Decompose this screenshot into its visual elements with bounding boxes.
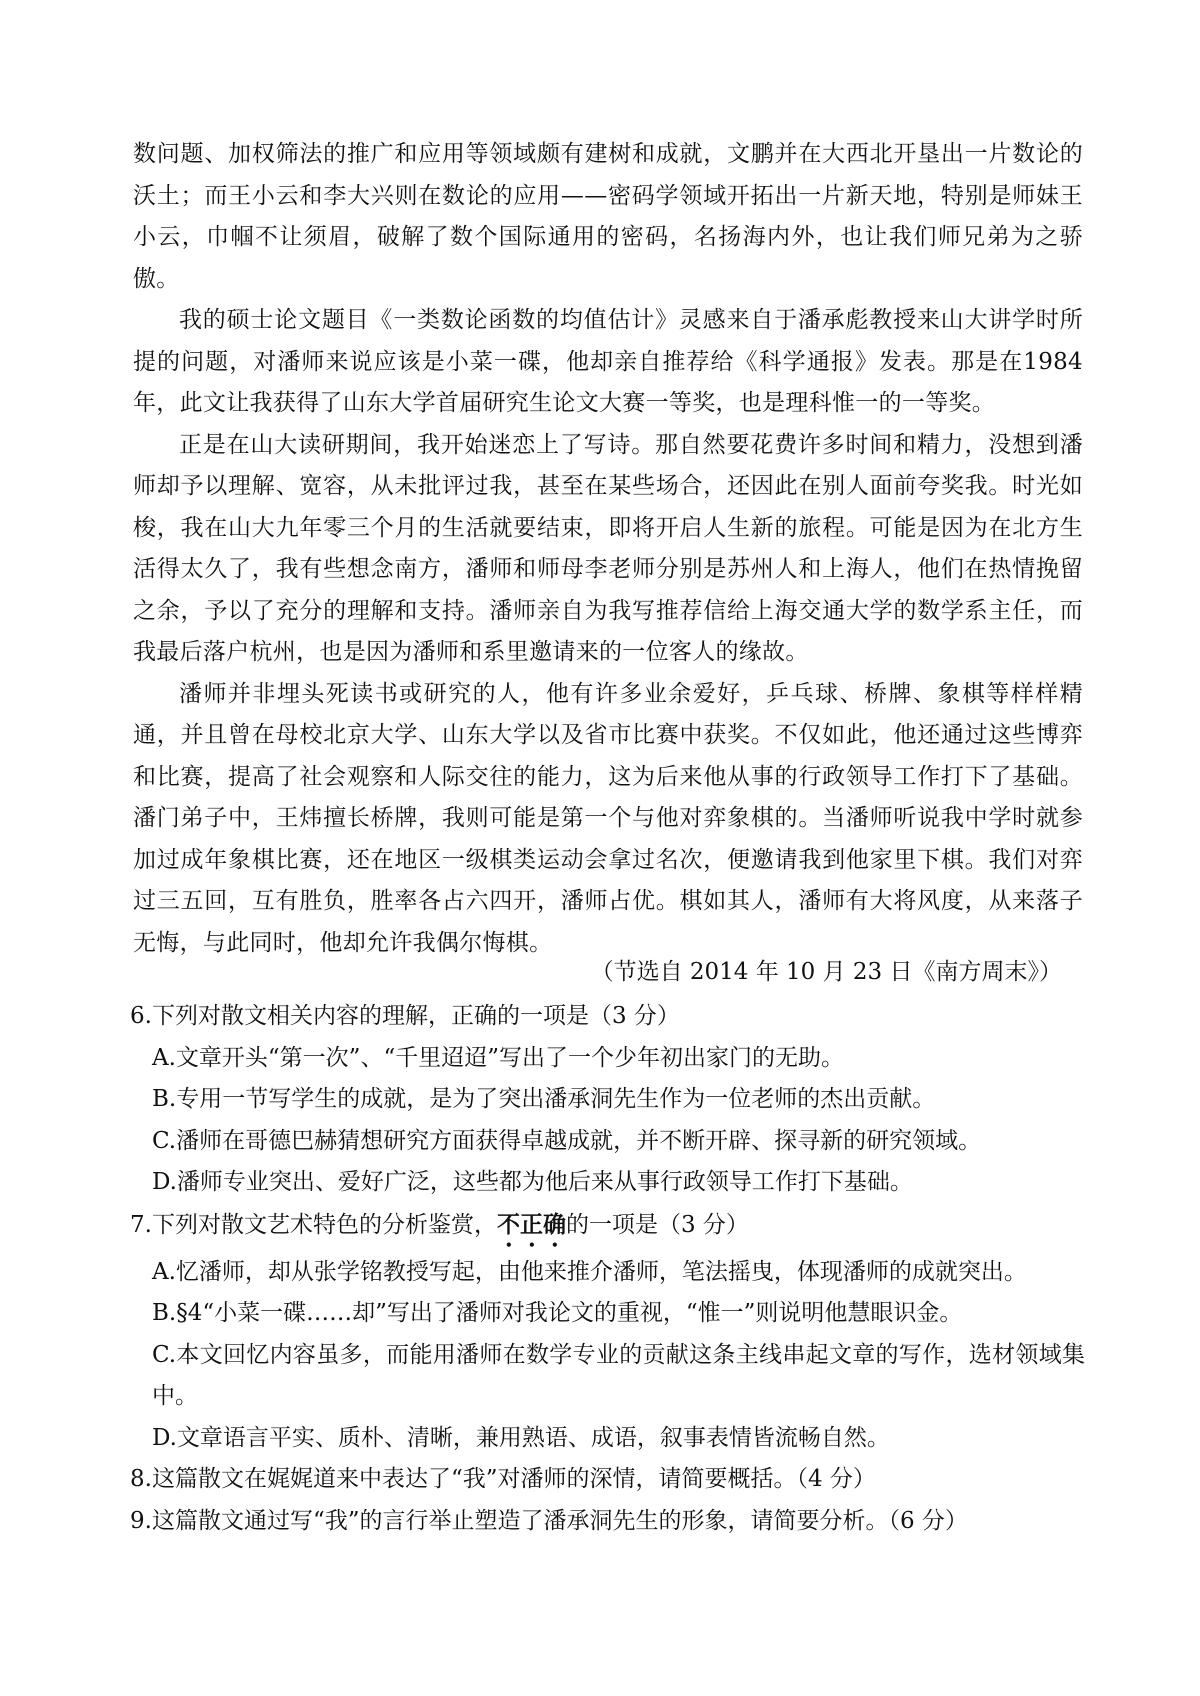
question-6-option-b: B.专用一节写学生的成就，是为了突出潘承洞先生作为一位老师的杰出贡献。: [152, 1086, 936, 1112]
question-7-option-a: A.忆潘师，却从张学铭教授写起，由他来推介潘师，笔法摇曳，体现潘师的成就突出。: [152, 1258, 1027, 1285]
passage-source: （节选自 2014 年 10 月 23 日《南方周末》）: [590, 959, 1062, 985]
passage-paragraph-4: 潘师并非埋头死读书或研究的人，他有许多业余爱好，乒乓球、桥牌、象棋等样样精通，并且曾在母校北京大学、山东大学以及省市比赛中获奖。不仅如此，他还通过这些博弈和比赛，提高了社会观察和人际交往的能力，这为后来他从事的行政领导工作打下了基础。潘门弟子中，王炜擅长桥牌，我则可能是第一个与他对弈象棋的。当潘师听说我中学时就参加过成年象棋比赛，还在地区一级棋类运动会拿过名次，便邀请我到他家里下棋。我们对弈过三五回，互有胜负，胜率各占六四开，潘师占优。棋如其人，潘师有大将风度，从来落子无悔，与此同时，他却允许我偶尔悔棋。: [133, 680, 1083, 956]
question-7-stem-emphasis: 不正确: [496, 1210, 566, 1238]
question-7-stem: [130, 1204, 1085, 1252]
passage-body: [133, 134, 1083, 964]
question-8-stem: 8.这篇散文在娓娓道来中表达了“我”对潘师的深情，请简要概括。（4 分）: [130, 1466, 876, 1492]
question-7-option-c: C.本文回忆内容虽多，而能用潘师在数学专业的贡献这条主线串起文章的写作，选材领域集中。: [152, 1341, 1085, 1409]
question-8: [130, 1459, 1085, 1501]
question-7-option-d: D.文章语言平实、质朴、清晰，兼用熟语、成语，叙事表情皆流畅自然。: [152, 1424, 890, 1451]
question-7: [130, 1204, 1085, 1460]
passage-paragraph-1: 数问题、加权筛法的推广和应用等领域颇有建树和成就，文鹏并在大西北开垦出一片数论的沃土；而王小云和李大兴则在数论的应用——密码学领域开拓出一片新天地，特别是师妹王小云，巾帼不让须眉，破解了数个国际通用的密码，名扬海内外，也让我们师兄弟为之骄傲。: [133, 141, 1083, 292]
question-7-stem-before: 7.下列对散文艺术特色的分析鉴赏，: [130, 1211, 497, 1238]
passage-paragraph-3: 正是在山大读研期间，我开始迷恋上了写诗。那自然要花费许多时间和精力，没想到潘师却予以理解、宽容，从未批评过我，甚至在某些场合，还因此在别人面前夸奖我。时光如梭，我在山大九年零三个月的生活就要结束，即将开启人生新的旅程。可能是因为在北方生活得太久了，我有些想念南方，潘师和师母李老师分别是苏州人和上海人，他们在热情挽留之余，予以了充分的理解和支持。潘师亲自为我写推荐信给上海交通大学的数学系主任，而我最后落户杭州，也是因为潘师和系里邀请来的一位客人的缘故。: [133, 431, 1083, 665]
question-9-stem: 9.这篇散文通过写“我”的言行举止塑造了潘承洞先生的形象，请简要分析。（6 分）: [130, 1507, 968, 1534]
question-9: [130, 1501, 1085, 1543]
question-6: [130, 996, 1085, 1204]
question-7-option-b: B.§4“小菜一碟……却”写出了潘师对我论文的重视，“惟一”则说明他慧眼识金。: [152, 1300, 963, 1326]
passage-paragraph-2: 我的硕士论文题目《一类数论函数的均值估计》灵感来自于潘承彪教授来山大讲学时所提的问题，对潘师来说应该是小菜一碟，他却亲自推荐给《科学通报》发表。那是在1984年，此文让我获得了山东大学首届研究生论文大赛一等奖，也是理科惟一的一等奖。: [133, 307, 1083, 416]
question-6-stem: 6.下列对散文相关内容的理解，正确的一项是（3 分）: [130, 1003, 680, 1029]
question-6-option-d: D.潘师专业突出、爱好广泛，这些都为他后来从事行政领导工作打下基础。: [152, 1169, 913, 1195]
question-7-stem-after: 的一项是（3 分）: [565, 1211, 749, 1238]
questions-section: [130, 996, 1085, 1542]
question-6-option-a: A.文章开头“第一次”、“千里迢迢”写出了一个少年初出家门的无助。: [152, 1044, 844, 1071]
question-6-option-c: C.潘师在哥德巴赫猜想研究方面获得卓越成就，并不断开辟、探寻新的研究领域。: [152, 1127, 982, 1154]
